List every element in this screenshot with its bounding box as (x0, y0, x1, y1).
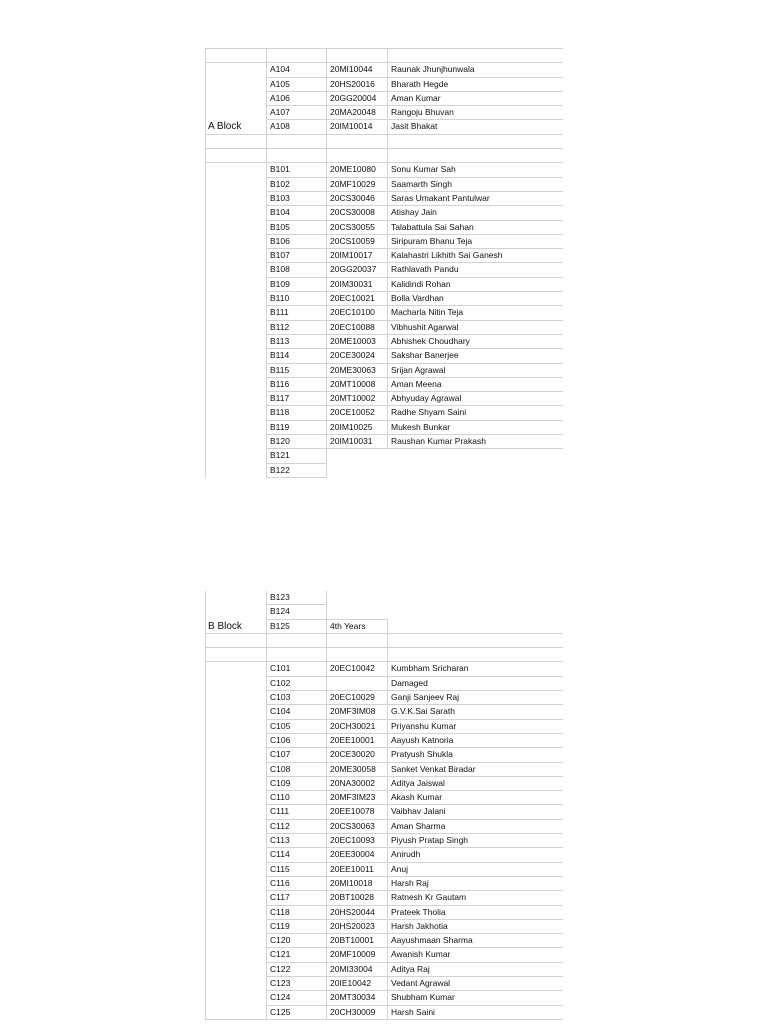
block-label: A Block (206, 63, 267, 134)
empty-cell (327, 49, 388, 63)
roll-number: 20EC10088 (327, 320, 388, 334)
room-number: B101 (267, 163, 327, 177)
table-row (206, 49, 564, 63)
roll-number: 20EE10011 (327, 862, 388, 876)
student-name: Ganji Sanjeev Raj (388, 691, 564, 705)
room-number: B103 (267, 191, 327, 205)
hostel-sheet-page-1 (205, 48, 563, 482)
room-number: B118 (267, 406, 327, 420)
table-row (206, 633, 564, 647)
roll-number: 20CS30008 (327, 206, 388, 220)
block-spacer (206, 662, 267, 1019)
empty-cell (267, 648, 327, 662)
room-number: C125 (267, 1005, 327, 1019)
student-name: Rangoju Bhuvan (388, 106, 564, 120)
roll-number: 20EE30004 (327, 848, 388, 862)
room-number: B124 (267, 605, 327, 619)
room-number: C104 (267, 705, 327, 719)
room-number: B106 (267, 234, 327, 248)
room-number: C124 (267, 991, 327, 1005)
student-name: Siripuram Bhanu Teja (388, 234, 564, 248)
room-number: B107 (267, 249, 327, 263)
student-name: Kumbham Sricharan (388, 662, 564, 676)
empty-cell (327, 449, 564, 463)
roll-number: 20GG20004 (327, 91, 388, 105)
room-number: B104 (267, 206, 327, 220)
room-number: B114 (267, 349, 327, 363)
empty-cell (327, 648, 388, 662)
table-row (206, 648, 564, 662)
year-note: 4th Years (327, 619, 388, 633)
roll-number: 20IM30031 (327, 277, 388, 291)
roll-number: 20IM10014 (327, 120, 388, 134)
roll-number: 20MA20048 (327, 106, 388, 120)
room-number: A108 (267, 120, 327, 134)
room-number: B122 (267, 463, 327, 477)
room-number: B115 (267, 363, 327, 377)
student-name: Rathlavath Pandu (388, 263, 564, 277)
student-name: Raunak Jhunjhunwala (388, 63, 564, 77)
room-number: A104 (267, 63, 327, 77)
roll-number: 20CS30046 (327, 191, 388, 205)
roll-number: 20ME10003 (327, 334, 388, 348)
student-name: Kalahastri Likhith Sai Ganesh (388, 249, 564, 263)
roll-number: 20IE10042 (327, 977, 388, 991)
empty-cell (267, 49, 327, 63)
empty-cell (267, 149, 327, 163)
room-number: C103 (267, 691, 327, 705)
room-number: C119 (267, 919, 327, 933)
roll-number: 20MT30034 (327, 991, 388, 1005)
roll-number: 20IM10017 (327, 249, 388, 263)
room-number: B117 (267, 392, 327, 406)
room-number: B120 (267, 435, 327, 449)
roll-number: 20NA30002 (327, 776, 388, 790)
block-spacer (206, 163, 267, 478)
roll-number: 20MF10029 (327, 177, 388, 191)
empty-cell (206, 49, 267, 63)
empty-cell (206, 149, 267, 163)
room-number: C115 (267, 862, 327, 876)
room-number: C101 (267, 662, 327, 676)
roll-number: 20EC10042 (327, 662, 388, 676)
empty-cell (206, 633, 267, 647)
room-number: C123 (267, 977, 327, 991)
room-number: C108 (267, 762, 327, 776)
student-name: Sakshar Banerjee (388, 349, 564, 363)
student-name: Pratyush Shukla (388, 748, 564, 762)
room-number: C113 (267, 834, 327, 848)
student-name: Abhyuday Agrawal (388, 392, 564, 406)
student-name: Saamarth Singh (388, 177, 564, 191)
room-number: B102 (267, 177, 327, 191)
student-name: Harsh Saini (388, 1005, 564, 1019)
room-number: C112 (267, 819, 327, 833)
roll-number: 20IM10025 (327, 420, 388, 434)
hostel-sheet-page-2 (205, 591, 563, 1024)
roll-number: 20HS20023 (327, 919, 388, 933)
room-number: A107 (267, 106, 327, 120)
room-number: B109 (267, 277, 327, 291)
empty-cell (267, 633, 327, 647)
room-number: B123 (267, 591, 327, 605)
student-name: Aman Meena (388, 377, 564, 391)
student-name: Shubham Kumar (388, 991, 564, 1005)
room-number: C105 (267, 719, 327, 733)
roll-number: 20EE10078 (327, 805, 388, 819)
roll-number: 20GG20037 (327, 263, 388, 277)
roll-number: 20MT10002 (327, 392, 388, 406)
roll-number: 20EE10001 (327, 733, 388, 747)
empty-cell (388, 149, 564, 163)
roll-number: 20MI33004 (327, 962, 388, 976)
table-row (206, 134, 564, 148)
empty-cell (388, 134, 564, 148)
student-name: Kalidindi Rohan (388, 277, 564, 291)
student-name: Sanket Venkat Biradar (388, 762, 564, 776)
student-name: Harsh Raj (388, 876, 564, 890)
room-number: C116 (267, 876, 327, 890)
student-name: Aayushmaan Sharma (388, 934, 564, 948)
empty-cell (388, 49, 564, 63)
roll-number: 20MF10009 (327, 948, 388, 962)
empty-cell (388, 648, 564, 662)
student-name: Vibhushit Agarwal (388, 320, 564, 334)
empty-cell (327, 633, 388, 647)
student-name: Priyanshu Kumar (388, 719, 564, 733)
empty-cell (267, 134, 327, 148)
student-name: Talabattula Sai Sahan (388, 220, 564, 234)
student-name: Ratnesh Kr Gautam (388, 891, 564, 905)
room-number: C121 (267, 948, 327, 962)
roll-number: 20CE30024 (327, 349, 388, 363)
room-number: C111 (267, 805, 327, 819)
roll-number: 20MF3IM23 (327, 791, 388, 805)
student-name: Radhe Shyam Saini (388, 406, 564, 420)
student-name: Aditya Jaiswal (388, 776, 564, 790)
student-name: Jasit Bhakat (388, 120, 564, 134)
student-name: Bolla Vardhan (388, 292, 564, 306)
roll-number: 20EC10021 (327, 292, 388, 306)
room-number: A105 (267, 77, 327, 91)
room-number: C102 (267, 676, 327, 690)
student-name: Akash Kumar (388, 791, 564, 805)
student-name: Raushan Kumar Prakash (388, 435, 564, 449)
student-name: Sonu Kumar Sah (388, 163, 564, 177)
student-name: Piyush Pratap Singh (388, 834, 564, 848)
room-number: C107 (267, 748, 327, 762)
empty-cell (327, 149, 388, 163)
table-row (206, 163, 564, 177)
roll-number: 20CE30020 (327, 748, 388, 762)
roll-number: 20CH30021 (327, 719, 388, 733)
table-row (206, 591, 564, 605)
roll-number: 20CS30055 (327, 220, 388, 234)
roll-number: 20BT10028 (327, 891, 388, 905)
roll-number: 20MI10044 (327, 63, 388, 77)
room-number: C117 (267, 891, 327, 905)
room-number: C109 (267, 776, 327, 790)
roll-number: 20EC10029 (327, 691, 388, 705)
roll-number: 20HS20044 (327, 905, 388, 919)
room-number: C114 (267, 848, 327, 862)
room-number: B111 (267, 306, 327, 320)
room-number: B110 (267, 292, 327, 306)
student-name: Awanish Kumar (388, 948, 564, 962)
student-name: Aman Sharma (388, 819, 564, 833)
roll-number: 20EC10093 (327, 834, 388, 848)
roll-number (327, 676, 388, 690)
table-row (206, 149, 564, 163)
student-name: Mukesh Bunkar (388, 420, 564, 434)
student-name: Vaibhav Jalani (388, 805, 564, 819)
empty-cell (388, 633, 564, 647)
room-number: C106 (267, 733, 327, 747)
table-row (206, 63, 564, 77)
room-number: B113 (267, 334, 327, 348)
roll-number: 20MT10008 (327, 377, 388, 391)
roll-number: 20ME30063 (327, 363, 388, 377)
empty-cell (327, 591, 564, 605)
room-number: A106 (267, 91, 327, 105)
room-number: C110 (267, 791, 327, 805)
empty-cell (206, 134, 267, 148)
roll-number: 20EC10100 (327, 306, 388, 320)
empty-cell (327, 463, 564, 477)
roll-number: 20ME30058 (327, 762, 388, 776)
empty-cell (327, 134, 388, 148)
room-number: C122 (267, 962, 327, 976)
empty-cell (206, 648, 267, 662)
student-name: Anirudh (388, 848, 564, 862)
empty-cell (388, 619, 564, 633)
student-name: Damaged (388, 676, 564, 690)
roll-number: 20IM10031 (327, 435, 388, 449)
room-number: B119 (267, 420, 327, 434)
block-label: B Block (206, 591, 267, 633)
roll-number: 20ME10080 (327, 163, 388, 177)
student-name: Macharla Nitin Teja (388, 306, 564, 320)
room-number: C120 (267, 934, 327, 948)
roll-number: 20MI10018 (327, 876, 388, 890)
table-row (206, 662, 564, 676)
room-number: B125 (267, 619, 327, 633)
room-number: B105 (267, 220, 327, 234)
student-name: Prateek Tholia (388, 905, 564, 919)
student-name: Bharath Hegde (388, 77, 564, 91)
room-number: B112 (267, 320, 327, 334)
roll-number: 20CS10059 (327, 234, 388, 248)
student-name: Vedant Agrawal (388, 977, 564, 991)
room-allocation-table (205, 48, 563, 478)
room-number: B121 (267, 449, 327, 463)
roll-number: 20BT10001 (327, 934, 388, 948)
roll-number: 20CE10052 (327, 406, 388, 420)
student-name: G.V.K.Sai Sarath (388, 705, 564, 719)
room-allocation-table (205, 591, 563, 1020)
room-number: B108 (267, 263, 327, 277)
roll-number: 20HS20016 (327, 77, 388, 91)
roll-number: 20CH30009 (327, 1005, 388, 1019)
student-name: Anuj (388, 862, 564, 876)
roll-number: 20MF3IM08 (327, 705, 388, 719)
student-name: Atishay Jain (388, 206, 564, 220)
student-name: Srijan Agrawal (388, 363, 564, 377)
roll-number: 20CS30063 (327, 819, 388, 833)
student-name: Saras Umakant Pantulwar (388, 191, 564, 205)
empty-cell (327, 605, 564, 619)
student-name: Harsh Jakhotia (388, 919, 564, 933)
room-number: B116 (267, 377, 327, 391)
student-name: Aman Kumar (388, 91, 564, 105)
room-number: C118 (267, 905, 327, 919)
student-name: Aayush Katnoria (388, 733, 564, 747)
student-name: Abhishek Choudhary (388, 334, 564, 348)
student-name: Aditya Raj (388, 962, 564, 976)
